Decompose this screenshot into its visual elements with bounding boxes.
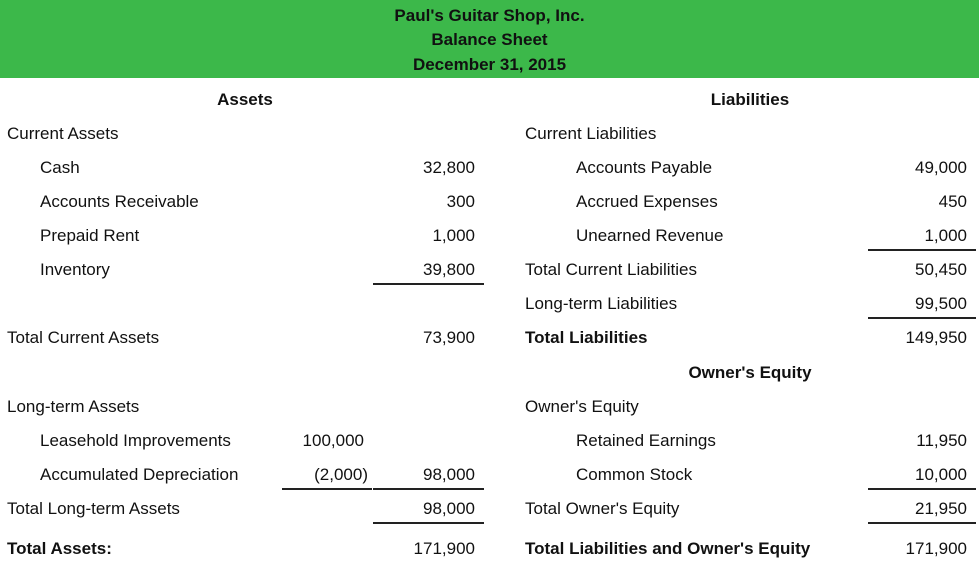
total-longterm-assets-label: Total Long-term Assets bbox=[7, 499, 180, 518]
total-assets-value: 171,900 bbox=[413, 539, 475, 558]
common-stock-label: Common Stock bbox=[576, 465, 693, 484]
retained-earnings-value: 11,950 bbox=[916, 431, 967, 450]
common-stock-value: 10,000 bbox=[915, 465, 967, 484]
unearned-underline bbox=[868, 249, 976, 251]
unearned-label: Unearned Revenue bbox=[576, 226, 724, 245]
asset-cash-value: 32,800 bbox=[423, 158, 475, 177]
total-current-assets-value: 73,900 bbox=[423, 328, 475, 347]
depreciation-label: Accumulated Depreciation bbox=[40, 465, 239, 484]
accrued-label: Accrued Expenses bbox=[576, 192, 718, 211]
longterm-liabilities-label: Long-term Liabilities bbox=[525, 294, 678, 313]
total-equity-value: 21,950 bbox=[915, 499, 967, 518]
total-assets-label: Total Assets: bbox=[7, 539, 112, 558]
sheet-date: December 31, 2015 bbox=[412, 55, 567, 74]
asset-receivable-label: Accounts Receivable bbox=[40, 192, 199, 211]
total-equity-label: Total Owner's Equity bbox=[525, 499, 680, 518]
asset-receivable-value: 300 bbox=[446, 192, 475, 211]
unearned-value: 1,000 bbox=[924, 226, 967, 245]
grand-total-value: 171,900 bbox=[905, 539, 967, 558]
grand-total-label: Total Liabilities and Owner's Equity bbox=[525, 539, 811, 558]
leasehold-value: 100,000 bbox=[302, 431, 364, 450]
common-stock-underline bbox=[868, 488, 976, 490]
depreciation-underline bbox=[282, 488, 372, 490]
sheet-header bbox=[0, 0, 979, 78]
total-current-liabilities-value: 50,450 bbox=[915, 260, 967, 279]
payable-label: Accounts Payable bbox=[576, 158, 713, 177]
longterm-liabilities-underline bbox=[868, 317, 976, 319]
payable-value: 49,000 bbox=[915, 158, 967, 177]
asset-inventory-label: Inventory bbox=[40, 260, 110, 279]
total-equity-underline bbox=[868, 522, 976, 524]
asset-inventory-value: 39,800 bbox=[423, 260, 475, 279]
total-current-liabilities-label: Total Current Liabilities bbox=[525, 260, 697, 279]
depreciation-value: (2,000) bbox=[314, 465, 368, 484]
assets-heading: Assets bbox=[217, 90, 273, 109]
retained-earnings-label: Retained Earnings bbox=[576, 431, 716, 450]
total-longterm-underline bbox=[373, 522, 484, 524]
sheet-title: Balance Sheet bbox=[431, 30, 548, 49]
net-longterm-value: 98,000 bbox=[423, 465, 475, 484]
total-longterm-assets-value: 98,000 bbox=[423, 499, 475, 518]
company-name: Paul's Guitar Shop, Inc. bbox=[394, 6, 585, 25]
current-assets-heading: Current Assets bbox=[7, 124, 119, 143]
equity-subheading: Owner's Equity bbox=[525, 397, 639, 416]
total-current-assets-label: Total Current Assets bbox=[7, 328, 160, 347]
net-longterm-underline bbox=[373, 488, 484, 490]
asset-cash-label: Cash bbox=[40, 158, 80, 177]
total-liabilities-label: Total Liabilities bbox=[525, 328, 648, 347]
liabilities-heading: Liabilities bbox=[710, 90, 790, 109]
total-liabilities-value: 149,950 bbox=[905, 328, 967, 347]
asset-prepaid-value: 1,000 bbox=[432, 226, 475, 245]
equity-heading: Owner's Equity bbox=[688, 363, 812, 382]
inventory-underline bbox=[373, 283, 484, 285]
current-liabilities-heading: Current Liabilities bbox=[525, 124, 657, 143]
accrued-value: 450 bbox=[938, 192, 967, 211]
asset-prepaid-label: Prepaid Rent bbox=[40, 226, 140, 245]
longterm-liabilities-value: 99,500 bbox=[915, 294, 967, 313]
longterm-assets-heading: Long-term Assets bbox=[7, 397, 140, 416]
leasehold-label: Leasehold Improvements bbox=[40, 431, 231, 450]
